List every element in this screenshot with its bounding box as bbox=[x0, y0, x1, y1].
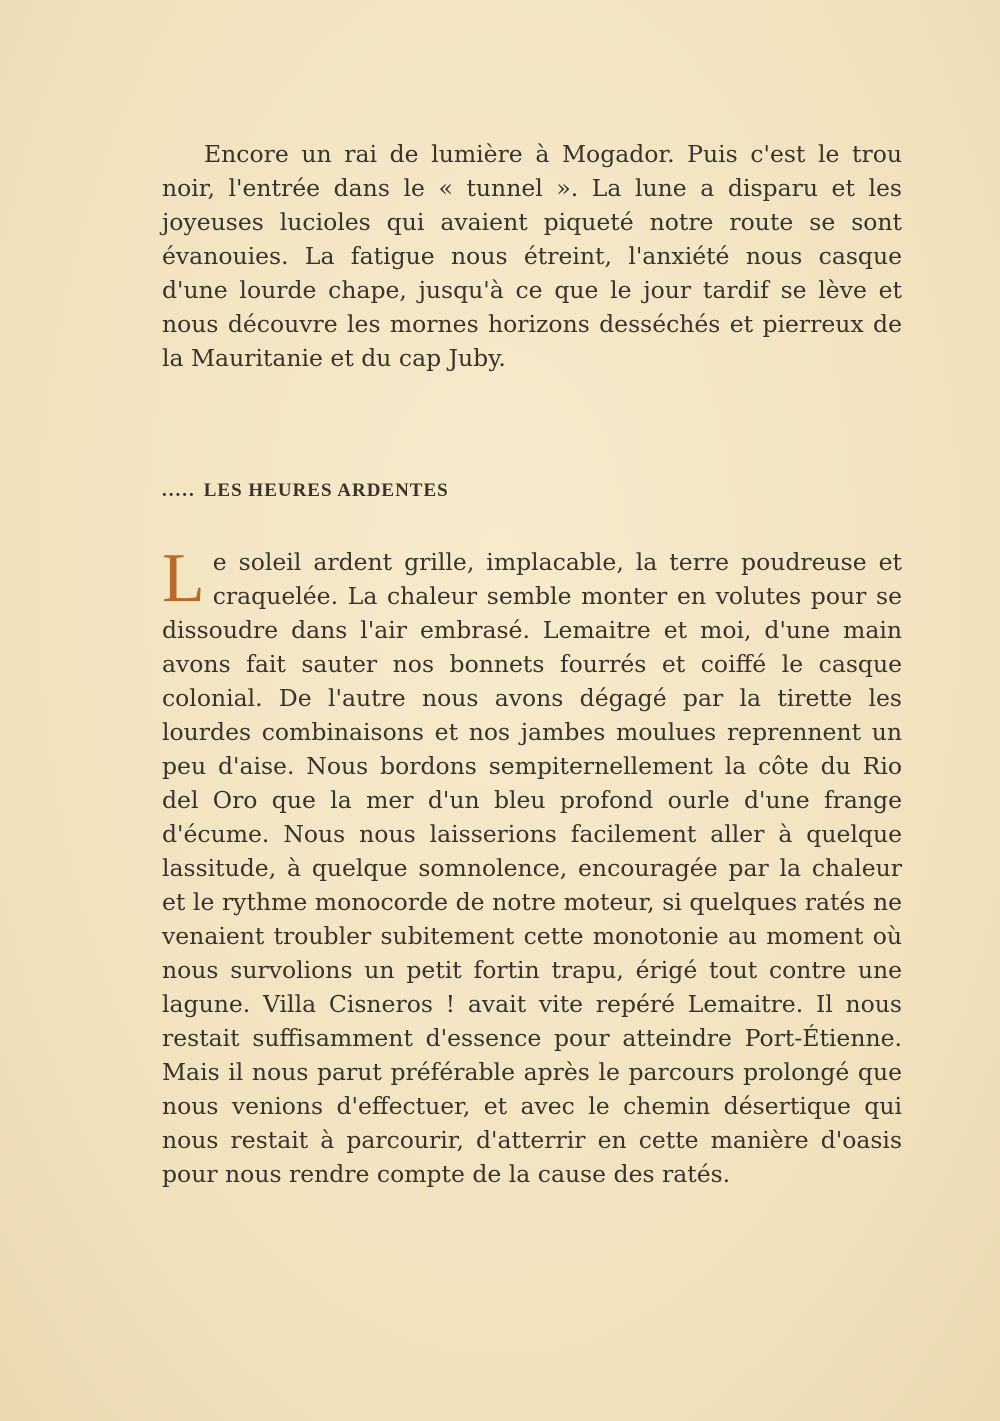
section-heading-dots: ..... bbox=[162, 480, 196, 501]
paragraph-1: Encore un rai de lumière à Mogador. Puis c'est le trou noir, l'entrée dans le « tunnel ». La lune a disparu et les joyeuses lucioles qui avaient piqueté notre route se sont évanouies. La fatigue nous étreint, l'anxiété nous casque d'une lourde chape, jusqu'à ce que le jour tardif se lève et nous découvre les mornes horizons desséchés et pierreux de la Mauritanie et du cap Juby. bbox=[162, 140, 902, 372]
drop-cap: L bbox=[162, 540, 205, 617]
paragraph-2-text: e soleil ardent grille, implacable, la terre poudreuse et craquelée. La chaleur semble monter en volutes pour se dissoudre dans l'air embrasé. Lemaitre et moi, d'une main avons fait sauter nos bonnets fourrés et coiffé le casque colonial. De l'autre nous avons dégagé par la tirette les lourdes combinaisons et nos jambes moulues reprennent un peu d'aise. Nous bordons sempiternellement la côte du Rio del Oro que la mer d'un bleu profond ourle d'une frange d'écume. Nous nous laisserions facilement aller à quelque lassitude, à quelque somnolence, encouragée par la chaleur et le rythme monocorde de notre moteur, si quelques ratés ne venaient troubler subitement cette monotonie au moment où nous survolions un petit fortin trapu, érigé tout contre une lagune. Villa Cisneros ! avait vite repéré Lemaitre. Il nous restait suffisamment d'essence pour atteindre Port-Étienne. Mais il nous parut préférable après le parcours prolongé que nous venions d'effectuer, et avec le chemin désertique qui nous restait à parcourir, d'atterrir en cette manière d'oasis pour nous rendre compte de la cause des ratés. bbox=[162, 548, 902, 1188]
section-heading bbox=[162, 478, 449, 504]
paragraph-2 bbox=[162, 540, 902, 1191]
section-heading-title: LES HEURES ARDENTES bbox=[203, 480, 449, 501]
